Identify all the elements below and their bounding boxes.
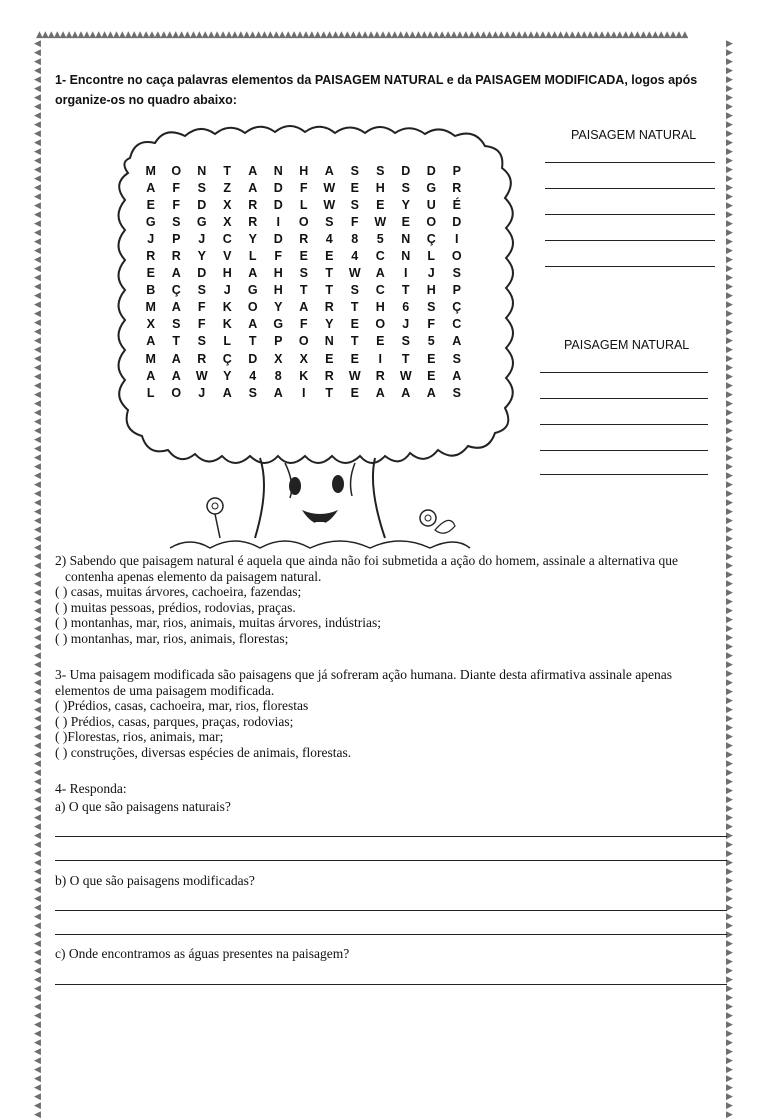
grid-letter[interactable]: L (248, 249, 257, 264)
grid-letter[interactable]: E (427, 351, 436, 366)
grid-letter[interactable]: F (274, 249, 283, 264)
grid-letter[interactable]: S (376, 163, 385, 178)
grid-letter[interactable]: R (197, 351, 207, 366)
box-second-title: PAISAGEM NATURAL (564, 338, 690, 352)
question-2-option[interactable]: ( ) montanhas, mar, rios, animais, florestas; (55, 630, 289, 646)
grid-letter[interactable]: K (222, 300, 232, 315)
grid-letter[interactable]: P (172, 231, 181, 246)
grid-letter[interactable]: E (427, 368, 436, 383)
grid-letter[interactable]: O (451, 249, 462, 264)
grid-letter[interactable]: O (426, 214, 437, 229)
answer-line[interactable] (55, 984, 727, 985)
grid-letter[interactable]: J (147, 231, 155, 246)
answer-line[interactable] (55, 836, 727, 837)
grid-letter[interactable]: R (375, 368, 385, 383)
grid-letter[interactable]: Y (248, 231, 257, 246)
grid-letter[interactable]: M (145, 163, 156, 178)
grid-letter[interactable]: E (325, 249, 334, 264)
question-4a: a) O que são paisagens naturais? (55, 799, 231, 814)
grid-letter[interactable]: S (401, 180, 410, 195)
grid-letter[interactable]: S (299, 266, 308, 281)
grid-letter[interactable]: 4 (351, 249, 359, 264)
grid-letter[interactable]: A (248, 266, 258, 281)
answer-line[interactable] (540, 450, 708, 451)
grid-letter[interactable]: J (198, 385, 206, 400)
grid-letter[interactable]: H (273, 283, 283, 298)
grid-letter[interactable]: S (197, 334, 206, 349)
grid-letter[interactable]: S (350, 197, 359, 212)
grid-letter[interactable]: Y (325, 317, 334, 332)
grid-letter[interactable]: N (197, 163, 207, 178)
grid-letter[interactable]: F (197, 317, 206, 332)
grid-letter[interactable]: A (401, 385, 411, 400)
grid-letter[interactable]: Ç (452, 300, 462, 315)
question-2-option[interactable]: ( ) montanhas, mar, rios, animais, muitas árvores, indústrias; (55, 615, 382, 631)
grid-letter[interactable]: U (426, 197, 436, 212)
grid-letter[interactable]: 8 (351, 231, 359, 246)
grid-letter[interactable]: S (197, 283, 206, 298)
question-3-intro: 3- Uma paisagem modificada são paisagens que já sofreram ação humana. Diante desta afirmativa assinale apenas (55, 667, 672, 682)
grid-letter[interactable]: H (222, 266, 232, 281)
grid-letter[interactable]: J (402, 317, 410, 332)
grid-letter[interactable]: S (172, 214, 181, 229)
answer-line[interactable] (55, 910, 727, 911)
question-3-option[interactable]: ( )Prédios, casas, cachoeira, mar, rios, florestas (55, 698, 309, 714)
grid-letter[interactable]: A (171, 300, 181, 315)
grid-letter[interactable]: D (273, 180, 283, 195)
grid-letter[interactable]: F (197, 300, 206, 315)
grid-letter[interactable]: A (248, 180, 258, 195)
grid-letter[interactable]: D (273, 197, 283, 212)
grid-letter[interactable]: W (348, 266, 361, 281)
grid-letter[interactable]: 8 (274, 368, 282, 383)
grid-letter[interactable]: T (350, 300, 359, 315)
answer-line[interactable] (55, 934, 727, 935)
grid-letter[interactable]: K (299, 368, 309, 383)
grid-letter[interactable]: Y (274, 300, 283, 315)
answer-line[interactable] (545, 162, 715, 163)
grid-letter[interactable]: F (299, 180, 308, 195)
grid-letter[interactable]: F (427, 317, 436, 332)
grid-letter[interactable]: H (299, 163, 309, 178)
grid-letter[interactable]: T (325, 266, 334, 281)
grid-letter[interactable]: I (404, 266, 408, 281)
grid-letter[interactable]: F (350, 214, 359, 229)
grid-letter[interactable]: T (172, 334, 181, 349)
grid-letter[interactable]: A (452, 334, 462, 349)
grid-letter[interactable]: E (401, 214, 410, 229)
answer-line[interactable] (545, 188, 715, 189)
grid-letter[interactable]: Ç (171, 283, 181, 298)
grid-letter[interactable]: B (146, 283, 156, 298)
answer-line[interactable] (540, 372, 708, 373)
grid-letter[interactable]: O (375, 317, 386, 332)
grid-letter[interactable]: I (302, 385, 306, 400)
grid-letter[interactable]: F (172, 180, 181, 195)
grid-letter[interactable]: G (273, 317, 284, 332)
grid-letter[interactable]: D (197, 266, 207, 281)
answer-line[interactable] (545, 214, 715, 215)
answer-line[interactable] (540, 398, 708, 399)
grid-letter[interactable]: G (426, 180, 437, 195)
grid-letter[interactable]: D (248, 351, 258, 366)
grid-letter[interactable]: S (452, 266, 461, 281)
grid-letter[interactable]: R (171, 249, 181, 264)
grid-letter[interactable]: A (146, 180, 156, 195)
grid-letter[interactable]: A (273, 385, 283, 400)
grid-letter[interactable]: M (145, 300, 156, 315)
grid-letter[interactable]: N (401, 231, 411, 246)
grid-letter[interactable]: E (146, 266, 155, 281)
question-2-option[interactable]: ( ) muitas pessoas, prédios, rodovias, praças. (55, 599, 296, 615)
grid-letter[interactable]: E (350, 180, 359, 195)
grid-letter[interactable]: A (146, 368, 156, 383)
grid-letter[interactable]: H (375, 300, 385, 315)
grid-letter[interactable]: T (401, 283, 410, 298)
question-3-option[interactable]: ( ) construções, diversas espécies de animais, florestas. (55, 744, 352, 760)
question-3-option[interactable]: ( )Florestas, rios, animais, mar; (55, 729, 224, 745)
grid-letter[interactable]: S (172, 317, 181, 332)
grid-letter[interactable]: X (299, 351, 308, 366)
grid-letter[interactable]: R (146, 249, 156, 264)
question-4c: c) Onde encontramos as águas presentes na paisagem? (55, 946, 350, 961)
grid-letter[interactable]: A (171, 266, 181, 281)
grid-letter[interactable]: D (426, 163, 436, 178)
page-border-left: ◀◀◀◀◀◀◀◀◀◀◀◀◀◀◀◀◀◀◀◀◀◀◀◀◀◀◀◀◀◀◀◀◀◀◀◀◀◀◀◀◀◀◀◀◀◀◀◀◀◀◀◀◀◀◀◀◀◀◀◀◀◀◀◀◀◀◀◀◀◀◀◀◀◀◀◀◀◀◀◀◀◀◀◀◀◀◀◀◀◀◀◀◀◀◀◀◀◀◀◀◀◀◀◀◀◀◀◀◀◀◀◀◀◀◀◀◀◀◀◀ (34, 39, 41, 1120)
grid-letter[interactable]: S (427, 300, 436, 315)
grid-letter[interactable]: T (350, 334, 359, 349)
grid-letter[interactable]: S (248, 385, 257, 400)
grid-letter[interactable]: E (350, 351, 359, 366)
grid-letter[interactable]: S (452, 351, 461, 366)
question-1: 1- Encontre no caça palavras elementos da PAISAGEM NATURAL e da PAISAGEM MODIFICADA, logos após organize-os no quadro abaixo: (55, 73, 698, 107)
grid-letter[interactable]: Ç (426, 231, 436, 246)
grid-letter[interactable]: M (145, 351, 156, 366)
question-4b: b) O que são paisagens modificadas? (55, 873, 255, 888)
grid-letter[interactable]: L (223, 334, 232, 349)
question-2-option[interactable]: ( ) casas, muitas árvores, cachoeira, fazendas; (55, 584, 302, 600)
grid-letter[interactable]: A (222, 385, 232, 400)
grid-letter[interactable]: R (248, 214, 258, 229)
grid-letter[interactable]: É (452, 197, 461, 212)
grid-letter[interactable]: K (222, 317, 232, 332)
grid-letter[interactable]: P (274, 334, 283, 349)
grid-letter[interactable]: D (197, 197, 207, 212)
grid-letter[interactable]: G (247, 283, 258, 298)
grid-letter[interactable]: A (375, 385, 385, 400)
grid-letter[interactable]: D (401, 163, 411, 178)
grid-letter[interactable]: I (378, 351, 382, 366)
grid-letter[interactable]: T (325, 385, 334, 400)
grid-letter[interactable]: O (247, 300, 258, 315)
question-4-title: 4- Responda: (55, 781, 127, 796)
grid-letter[interactable]: T (325, 283, 334, 298)
grid-letter[interactable]: X (146, 317, 155, 332)
grid-letter[interactable]: Y (401, 197, 410, 212)
grid-letter[interactable]: 4 (325, 231, 333, 246)
grid-letter[interactable]: W (374, 214, 387, 229)
grid-letter[interactable]: E (350, 317, 359, 332)
grid-letter[interactable]: W (323, 180, 336, 195)
grid-letter[interactable]: P (452, 163, 461, 178)
grid-letter[interactable]: H (375, 180, 385, 195)
grid-letter[interactable]: A (171, 368, 181, 383)
grid-letter[interactable]: Z (223, 180, 232, 195)
grid-letter[interactable]: C (222, 231, 232, 246)
grid-letter[interactable]: T (299, 283, 308, 298)
grid-letter[interactable]: S (401, 334, 410, 349)
grid-letter[interactable]: J (427, 266, 435, 281)
grid-letter[interactable]: A (426, 385, 436, 400)
answer-line[interactable] (545, 266, 715, 267)
question-2-intro: 2) Sabendo que paisagem natural é aquela que ainda não foi submetida a ação do homem, assinale a alternativa que (55, 553, 679, 568)
grid-letter[interactable]: R (299, 231, 309, 246)
grid-letter[interactable]: E (299, 249, 308, 264)
grid-letter[interactable]: O (171, 385, 182, 400)
question-3-intro-cont: elementos de uma paisagem modificada. (55, 682, 275, 698)
grid-letter[interactable]: O (298, 214, 309, 229)
grid-letter[interactable]: S (350, 283, 359, 298)
grid-letter[interactable]: E (146, 197, 155, 212)
grid-letter[interactable]: R (248, 197, 258, 212)
grid-letter[interactable]: C (375, 283, 385, 298)
grid-letter[interactable]: T (401, 351, 410, 366)
grid-letter[interactable]: W (195, 368, 208, 383)
grid-letter[interactable]: 6 (402, 300, 410, 315)
grid-letter[interactable]: 5 (427, 334, 435, 349)
grid-letter[interactable]: D (452, 214, 462, 229)
question-2 (55, 553, 720, 647)
grid-letter[interactable]: O (171, 163, 182, 178)
question-3 (55, 667, 720, 761)
grid-letter[interactable]: F (172, 197, 181, 212)
grid-letter[interactable]: I (276, 214, 280, 229)
grid-letter[interactable]: Ç (222, 351, 232, 366)
grid-letter[interactable]: W (348, 368, 361, 383)
grid-letter[interactable]: L (299, 197, 308, 212)
grid-letter[interactable]: X (223, 214, 232, 229)
grid-letter[interactable]: R (324, 368, 334, 383)
grid-letter[interactable]: E (325, 351, 334, 366)
grid-letter[interactable]: H (426, 283, 436, 298)
grid-letter[interactable]: C (375, 249, 385, 264)
grid-letter[interactable]: E (376, 197, 385, 212)
grid-letter[interactable]: W (323, 197, 336, 212)
page-border-top: ▲▲▲▲▲▲▲▲▲▲▲▲▲▲▲▲▲▲▲▲▲▲▲▲▲▲▲▲▲▲▲▲▲▲▲▲▲▲▲▲▲▲▲▲▲▲▲▲▲▲▲▲▲▲▲▲▲▲▲▲▲▲▲▲▲▲▲▲▲▲▲▲▲▲▲▲▲▲▲▲▲▲▲▲▲▲▲▲▲▲▲▲▲▲▲▲▲▲▲▲▲▲▲▲▲▲▲▲▲▲ (36, 30, 688, 40)
grid-letter[interactable]: O (298, 334, 309, 349)
grid-letter[interactable]: S (350, 163, 359, 178)
grid-letter[interactable]: S (452, 385, 461, 400)
answer-line[interactable] (540, 474, 708, 475)
grid-letter[interactable]: V (223, 249, 232, 264)
grid-letter[interactable]: W (399, 368, 412, 383)
grid-letter[interactable]: A (299, 300, 309, 315)
question-2-intro-cont: contenha apenas elemento da paisagem natural. (65, 568, 322, 584)
grid-letter[interactable]: D (273, 231, 283, 246)
grid-letter[interactable]: A (324, 163, 334, 178)
grid-letter[interactable]: L (146, 385, 155, 400)
grid-letter[interactable]: A (248, 317, 258, 332)
grid-letter[interactable]: S (325, 214, 334, 229)
grid-letter[interactable]: F (299, 317, 308, 332)
grid-letter[interactable]: T (223, 163, 232, 178)
grid-letter[interactable]: R (324, 300, 334, 315)
grid-letter[interactable]: J (198, 231, 206, 246)
grid-letter[interactable]: Y (197, 249, 206, 264)
grid-letter[interactable]: R (452, 180, 462, 195)
grid-letter[interactable]: P (452, 283, 461, 298)
grid-letter[interactable]: A (146, 334, 156, 349)
grid-letter[interactable]: N (401, 249, 411, 264)
box-natural-title: PAISAGEM NATURAL (571, 128, 697, 142)
grid-letter[interactable]: I (455, 231, 459, 246)
grid-letter[interactable]: X (223, 197, 232, 212)
grid-letter[interactable]: G (145, 214, 156, 229)
answer-line[interactable] (545, 240, 715, 241)
grid-letter[interactable]: S (197, 180, 206, 195)
grid-letter[interactable]: E (350, 385, 359, 400)
grid-letter[interactable]: L (427, 249, 436, 264)
grid-letter[interactable]: X (274, 351, 283, 366)
grid-letter[interactable]: T (248, 334, 257, 349)
question-3-option[interactable]: ( ) Prédios, casas, parques, praças, rodovias; (55, 713, 294, 729)
grid-letter[interactable]: A (375, 266, 385, 281)
grid-letter[interactable]: N (273, 163, 283, 178)
grid-letter[interactable]: C (452, 317, 462, 332)
grid-letter[interactable]: A (452, 368, 462, 383)
answer-line[interactable] (55, 860, 727, 861)
page-border-right: ▶▶▶▶▶▶▶▶▶▶▶▶▶▶▶▶▶▶▶▶▶▶▶▶▶▶▶▶▶▶▶▶▶▶▶▶▶▶▶▶▶▶▶▶▶▶▶▶▶▶▶▶▶▶▶▶▶▶▶▶▶▶▶▶▶▶▶▶▶▶▶▶▶▶▶▶▶▶▶▶▶▶▶▶▶▶▶▶▶▶▶▶▶▶▶▶▶▶▶▶▶▶▶▶▶▶▶▶▶▶▶▶▶▶▶▶▶▶▶▶ (726, 39, 733, 1120)
answer-line[interactable] (540, 424, 708, 425)
grid-letter[interactable]: 4 (249, 368, 257, 383)
word-search-grid (138, 162, 498, 401)
grid-letter[interactable]: H (273, 266, 283, 281)
grid-letter[interactable]: A (248, 163, 258, 178)
grid-letter[interactable]: N (324, 334, 334, 349)
grid-letter[interactable]: A (171, 351, 181, 366)
grid-letter[interactable]: Y (223, 368, 232, 383)
grid-letter[interactable]: G (196, 214, 207, 229)
grid-letter[interactable]: 5 (376, 231, 384, 246)
grid-letter[interactable]: J (223, 283, 231, 298)
grid-letter[interactable]: E (376, 334, 385, 349)
